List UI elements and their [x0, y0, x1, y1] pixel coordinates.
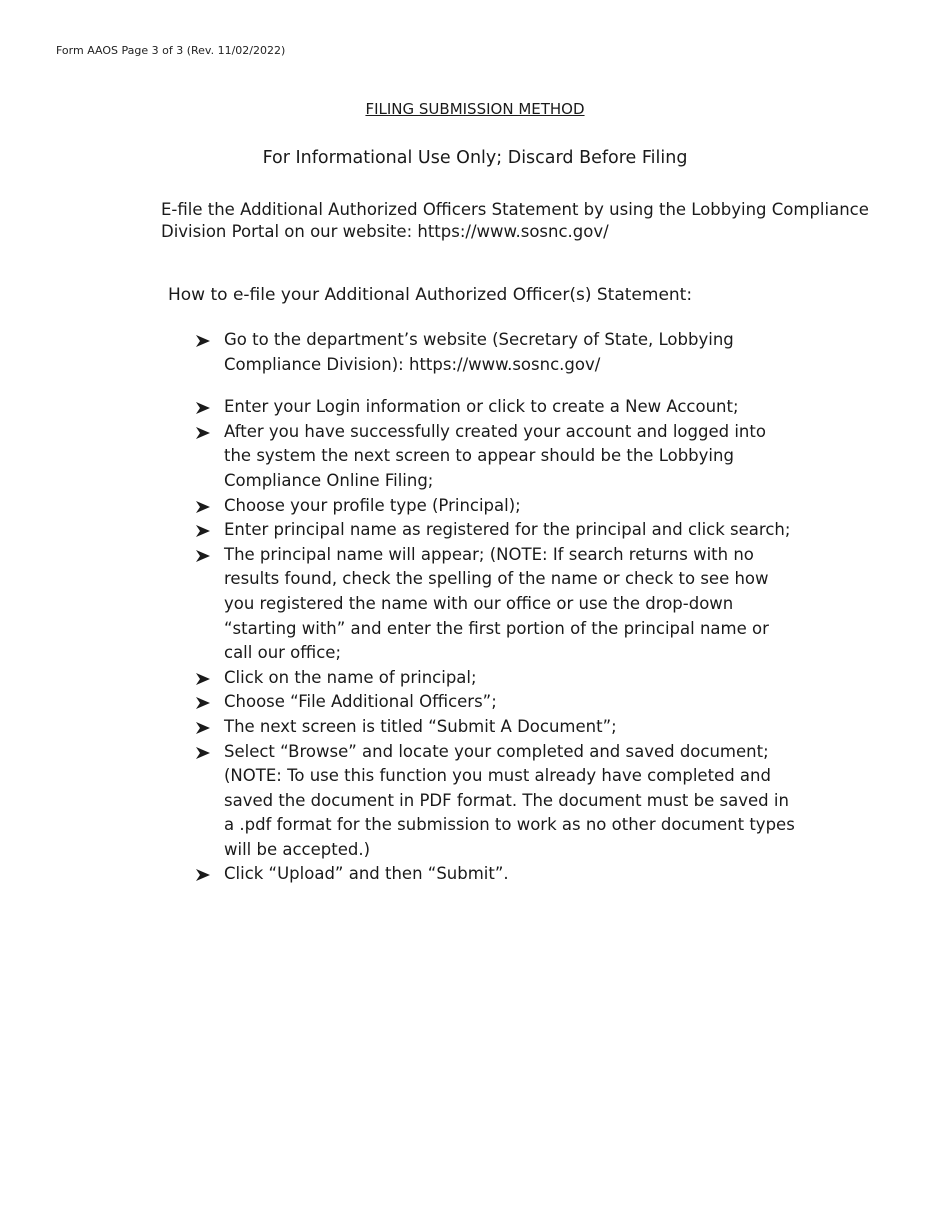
list-item: [196, 715, 796, 740]
list-item: [196, 740, 796, 863]
form-id: Form AAOS Page 3 of 3 (Rev. 11/02/2022): [56, 44, 286, 57]
info-note: For Informational Use Only; Discard Before Filing: [262, 148, 688, 168]
howto-heading: How to e-file your Additional Authorized Officer(s) Statement:: [168, 285, 693, 305]
list-item: [196, 862, 796, 887]
arrow-bullet-icon: [196, 550, 210, 562]
step-text: The principal name will appear; (NOTE: If search returns with no results found, check the spelling of the name or check to see how you registered the name with our office or use the drop-down “starting with” and enter the first portion of the principal name or call our office;: [224, 544, 769, 663]
list-item: [196, 690, 796, 715]
list-item: [196, 420, 796, 494]
step-text: Go to the department’s website (Secretary of State, Lobbying Compliance Division): https://www.sosnc.gov/: [224, 330, 734, 374]
arrow-bullet-icon: [196, 501, 210, 513]
arrow-bullet-icon: [196, 402, 210, 414]
arrow-bullet-icon: [196, 722, 210, 734]
steps-list: [196, 328, 796, 887]
step-text: Enter principal name as registered for the principal and click search;: [224, 520, 791, 540]
step-text: Choose your profile type (Principal);: [224, 495, 521, 515]
list-item: [196, 494, 796, 519]
step-text: Click on the name of principal;: [224, 667, 477, 687]
arrow-bullet-icon: [196, 525, 210, 537]
list-item: [196, 328, 796, 377]
arrow-bullet-icon: [196, 673, 210, 685]
list-item: [196, 395, 796, 420]
arrow-bullet-icon: [196, 427, 210, 439]
arrow-bullet-icon: [196, 869, 210, 881]
step-text: Enter your Login information or click to create a New Account;: [224, 397, 739, 417]
list-item: [196, 666, 796, 691]
list-item: [196, 543, 796, 666]
intro-paragraph: E-file the Additional Authorized Officers Statement by using the Lobbying Compliance Division Portal on our website: https://www.sosnc.gov/: [161, 200, 869, 241]
arrow-bullet-icon: [196, 335, 210, 347]
step-text: Choose “File Additional Officers”;: [224, 692, 497, 712]
step-text: Select “Browse” and locate your completed and saved document; (NOTE: To use this function you must already have completed and saved the document in PDF format. The document must be saved in a .pdf format for the submission to work as no other document types will be accepted.): [224, 741, 795, 859]
step-text: Click “Upload” and then “Submit”.: [224, 864, 509, 884]
step-text: The next screen is titled “Submit A Document”;: [224, 716, 617, 736]
list-item: [196, 518, 796, 543]
page-title-text: FILING SUBMISSION METHOD: [365, 100, 585, 118]
page-title: [0, 100, 950, 118]
arrow-bullet-icon: [196, 747, 210, 759]
arrow-bullet-icon: [196, 697, 210, 709]
step-text: After you have successfully created your account and logged into the system the next screen to appear should be the Lobbying Compliance Online Filing;: [224, 421, 766, 490]
